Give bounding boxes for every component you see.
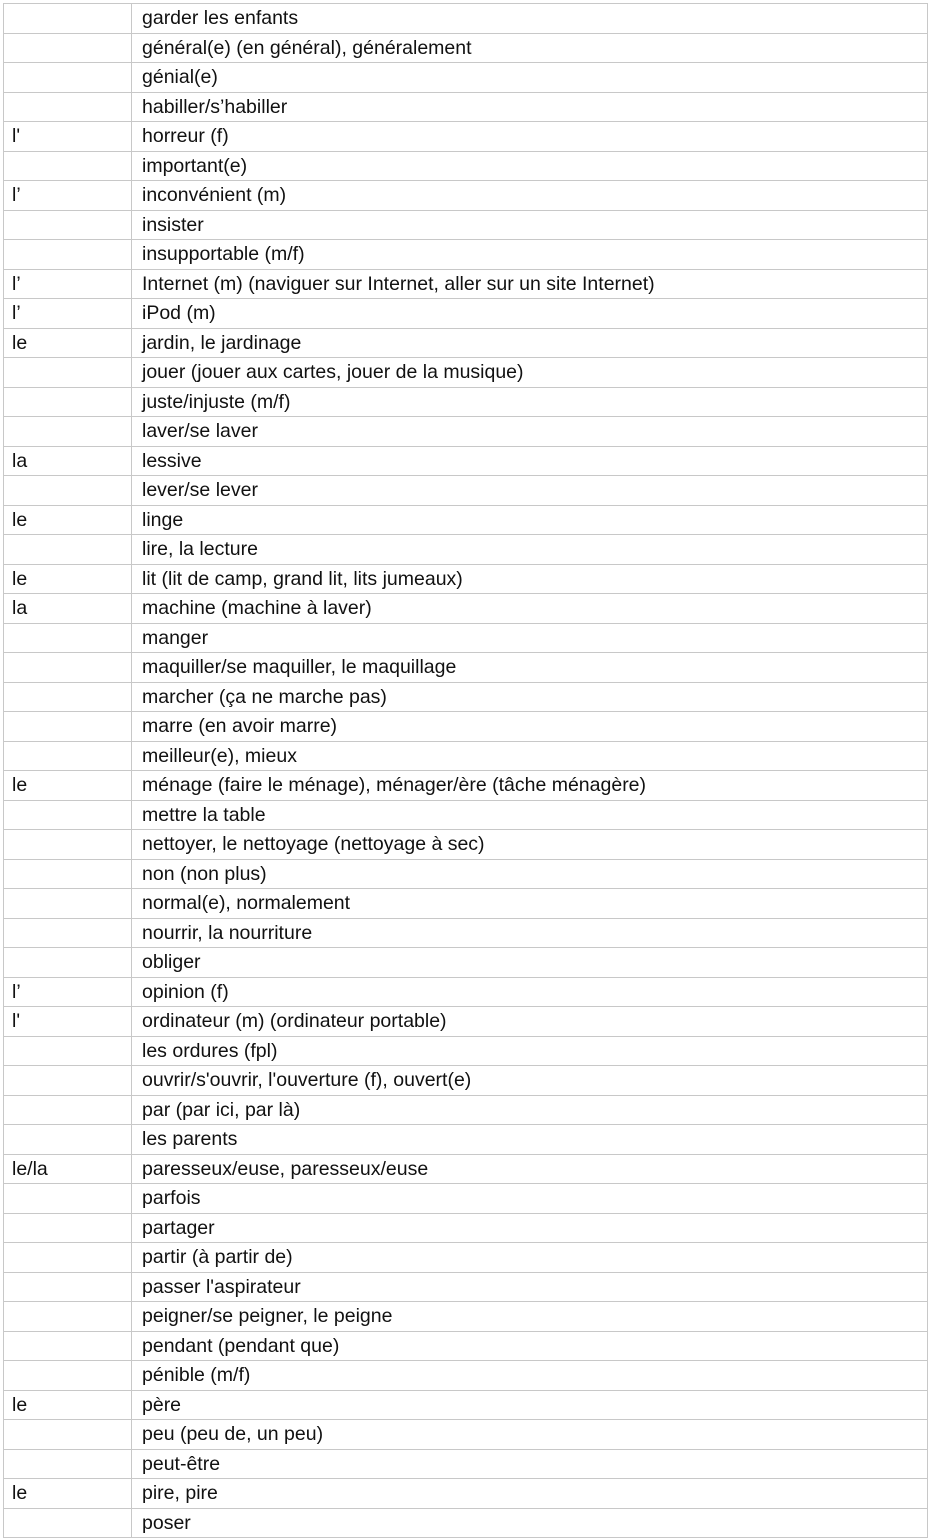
- term-cell: horreur (f): [132, 122, 928, 152]
- table-row: [4, 1390, 928, 1420]
- article-cell: [4, 830, 132, 860]
- term-cell: habiller/s’habiller: [132, 92, 928, 122]
- term-cell: pire, pire: [132, 1479, 928, 1509]
- table-row: [4, 535, 928, 565]
- article-cell: [4, 1420, 132, 1450]
- term-cell: parfois: [132, 1184, 928, 1214]
- table-row: [4, 1095, 928, 1125]
- table-row: [4, 4, 928, 34]
- article-cell: le/la: [4, 1154, 132, 1184]
- article-cell: [4, 1125, 132, 1155]
- term-cell: père: [132, 1390, 928, 1420]
- term-cell: lessive: [132, 446, 928, 476]
- article-cell: [4, 741, 132, 771]
- article-cell: [4, 240, 132, 270]
- table-row: [4, 594, 928, 624]
- term-cell: Internet (m) (naviguer sur Internet, aller sur un site Internet): [132, 269, 928, 299]
- table-row: [4, 889, 928, 919]
- article-cell: [4, 1302, 132, 1332]
- table-row: [4, 387, 928, 417]
- term-cell: iPod (m): [132, 299, 928, 329]
- term-cell: machine (machine à laver): [132, 594, 928, 624]
- term-cell: partager: [132, 1213, 928, 1243]
- article-cell: la: [4, 446, 132, 476]
- term-cell: lit (lit de camp, grand lit, lits jumeaux): [132, 564, 928, 594]
- article-cell: [4, 33, 132, 63]
- article-cell: [4, 1036, 132, 1066]
- article-cell: le: [4, 1390, 132, 1420]
- table-row: [4, 299, 928, 329]
- table-row: [4, 1243, 928, 1273]
- term-cell: pendant (pendant que): [132, 1331, 928, 1361]
- article-cell: [4, 4, 132, 34]
- table-row: [4, 741, 928, 771]
- table-row: [4, 240, 928, 270]
- table-row: [4, 1302, 928, 1332]
- article-cell: [4, 92, 132, 122]
- article-cell: le: [4, 771, 132, 801]
- table-row: [4, 210, 928, 240]
- term-cell: maquiller/se maquiller, le maquillage: [132, 653, 928, 683]
- term-cell: jouer (jouer aux cartes, jouer de la musique): [132, 358, 928, 388]
- term-cell: juste/injuste (m/f): [132, 387, 928, 417]
- table-row: [4, 417, 928, 447]
- table-row: [4, 1036, 928, 1066]
- article-cell: [4, 1243, 132, 1273]
- table-row: [4, 623, 928, 653]
- term-cell: marcher (ça ne marche pas): [132, 682, 928, 712]
- article-cell: le: [4, 1479, 132, 1509]
- article-cell: [4, 476, 132, 506]
- table-row: [4, 476, 928, 506]
- term-cell: manger: [132, 623, 928, 653]
- term-cell: par (par ici, par là): [132, 1095, 928, 1125]
- term-cell: insupportable (m/f): [132, 240, 928, 270]
- table-row: [4, 63, 928, 93]
- vocabulary-table-body: [4, 4, 928, 1538]
- term-cell: paresseux/euse, paresseux/euse: [132, 1154, 928, 1184]
- table-row: [4, 564, 928, 594]
- term-cell: peut-être: [132, 1449, 928, 1479]
- article-cell: [4, 1095, 132, 1125]
- term-cell: mettre la table: [132, 800, 928, 830]
- table-row: [4, 446, 928, 476]
- table-row: [4, 682, 928, 712]
- article-cell: [4, 1184, 132, 1214]
- term-cell: non (non plus): [132, 859, 928, 889]
- table-row: [4, 1420, 928, 1450]
- term-cell: les parents: [132, 1125, 928, 1155]
- article-cell: [4, 623, 132, 653]
- term-cell: insister: [132, 210, 928, 240]
- article-cell: [4, 948, 132, 978]
- term-cell: jardin, le jardinage: [132, 328, 928, 358]
- table-row: [4, 771, 928, 801]
- table-row: [4, 1213, 928, 1243]
- table-row: [4, 505, 928, 535]
- article-cell: [4, 712, 132, 742]
- term-cell: ménage (faire le ménage), ménager/ère (tâche ménagère): [132, 771, 928, 801]
- term-cell: normal(e), normalement: [132, 889, 928, 919]
- article-cell: le: [4, 505, 132, 535]
- term-cell: partir (à partir de): [132, 1243, 928, 1273]
- table-row: [4, 1154, 928, 1184]
- term-cell: lire, la lecture: [132, 535, 928, 565]
- term-cell: peigner/se peigner, le peigne: [132, 1302, 928, 1332]
- article-cell: [4, 682, 132, 712]
- term-cell: pénible (m/f): [132, 1361, 928, 1391]
- term-cell: les ordures (fpl): [132, 1036, 928, 1066]
- table-row: [4, 1007, 928, 1037]
- table-row: [4, 859, 928, 889]
- table-row: [4, 1125, 928, 1155]
- term-cell: obliger: [132, 948, 928, 978]
- table-row: [4, 712, 928, 742]
- article-cell: [4, 210, 132, 240]
- term-cell: génial(e): [132, 63, 928, 93]
- table-row: [4, 977, 928, 1007]
- term-cell: poser: [132, 1508, 928, 1538]
- term-cell: ordinateur (m) (ordinateur portable): [132, 1007, 928, 1037]
- article-cell: l': [4, 122, 132, 152]
- table-row: [4, 358, 928, 388]
- article-cell: [4, 1508, 132, 1538]
- term-cell: passer l'aspirateur: [132, 1272, 928, 1302]
- table-row: [4, 92, 928, 122]
- table-row: [4, 1508, 928, 1538]
- vocabulary-table: [3, 3, 928, 1538]
- term-cell: garder les enfants: [132, 4, 928, 34]
- article-cell: l': [4, 1007, 132, 1037]
- article-cell: [4, 1331, 132, 1361]
- term-cell: lever/se lever: [132, 476, 928, 506]
- table-row: [4, 1361, 928, 1391]
- table-row: [4, 948, 928, 978]
- article-cell: [4, 535, 132, 565]
- term-cell: général(e) (en général), généralement: [132, 33, 928, 63]
- table-row: [4, 1449, 928, 1479]
- table-row: [4, 1479, 928, 1509]
- table-row: [4, 122, 928, 152]
- article-cell: [4, 1449, 132, 1479]
- term-cell: laver/se laver: [132, 417, 928, 447]
- table-row: [4, 1272, 928, 1302]
- article-cell: le: [4, 328, 132, 358]
- term-cell: marre (en avoir marre): [132, 712, 928, 742]
- table-row: [4, 181, 928, 211]
- table-row: [4, 1331, 928, 1361]
- article-cell: [4, 1272, 132, 1302]
- term-cell: nourrir, la nourriture: [132, 918, 928, 948]
- article-cell: [4, 653, 132, 683]
- term-cell: ouvrir/s'ouvrir, l'ouverture (f), ouvert(e): [132, 1066, 928, 1096]
- term-cell: opinion (f): [132, 977, 928, 1007]
- article-cell: [4, 889, 132, 919]
- term-cell: nettoyer, le nettoyage (nettoyage à sec): [132, 830, 928, 860]
- article-cell: [4, 1213, 132, 1243]
- article-cell: [4, 918, 132, 948]
- article-cell: l’: [4, 299, 132, 329]
- article-cell: [4, 1361, 132, 1391]
- article-cell: l’: [4, 269, 132, 299]
- table-row: [4, 800, 928, 830]
- article-cell: [4, 1066, 132, 1096]
- table-row: [4, 328, 928, 358]
- table-row: [4, 1066, 928, 1096]
- term-cell: important(e): [132, 151, 928, 181]
- article-cell: [4, 63, 132, 93]
- term-cell: meilleur(e), mieux: [132, 741, 928, 771]
- term-cell: linge: [132, 505, 928, 535]
- article-cell: l’: [4, 181, 132, 211]
- article-cell: [4, 417, 132, 447]
- term-cell: inconvénient (m): [132, 181, 928, 211]
- table-row: [4, 151, 928, 181]
- article-cell: le: [4, 564, 132, 594]
- table-row: [4, 653, 928, 683]
- table-row: [4, 1184, 928, 1214]
- article-cell: [4, 859, 132, 889]
- article-cell: la: [4, 594, 132, 624]
- table-row: [4, 830, 928, 860]
- article-cell: [4, 151, 132, 181]
- article-cell: [4, 800, 132, 830]
- article-cell: [4, 387, 132, 417]
- article-cell: [4, 358, 132, 388]
- table-row: [4, 33, 928, 63]
- table-row: [4, 269, 928, 299]
- article-cell: l’: [4, 977, 132, 1007]
- table-row: [4, 918, 928, 948]
- term-cell: peu (peu de, un peu): [132, 1420, 928, 1450]
